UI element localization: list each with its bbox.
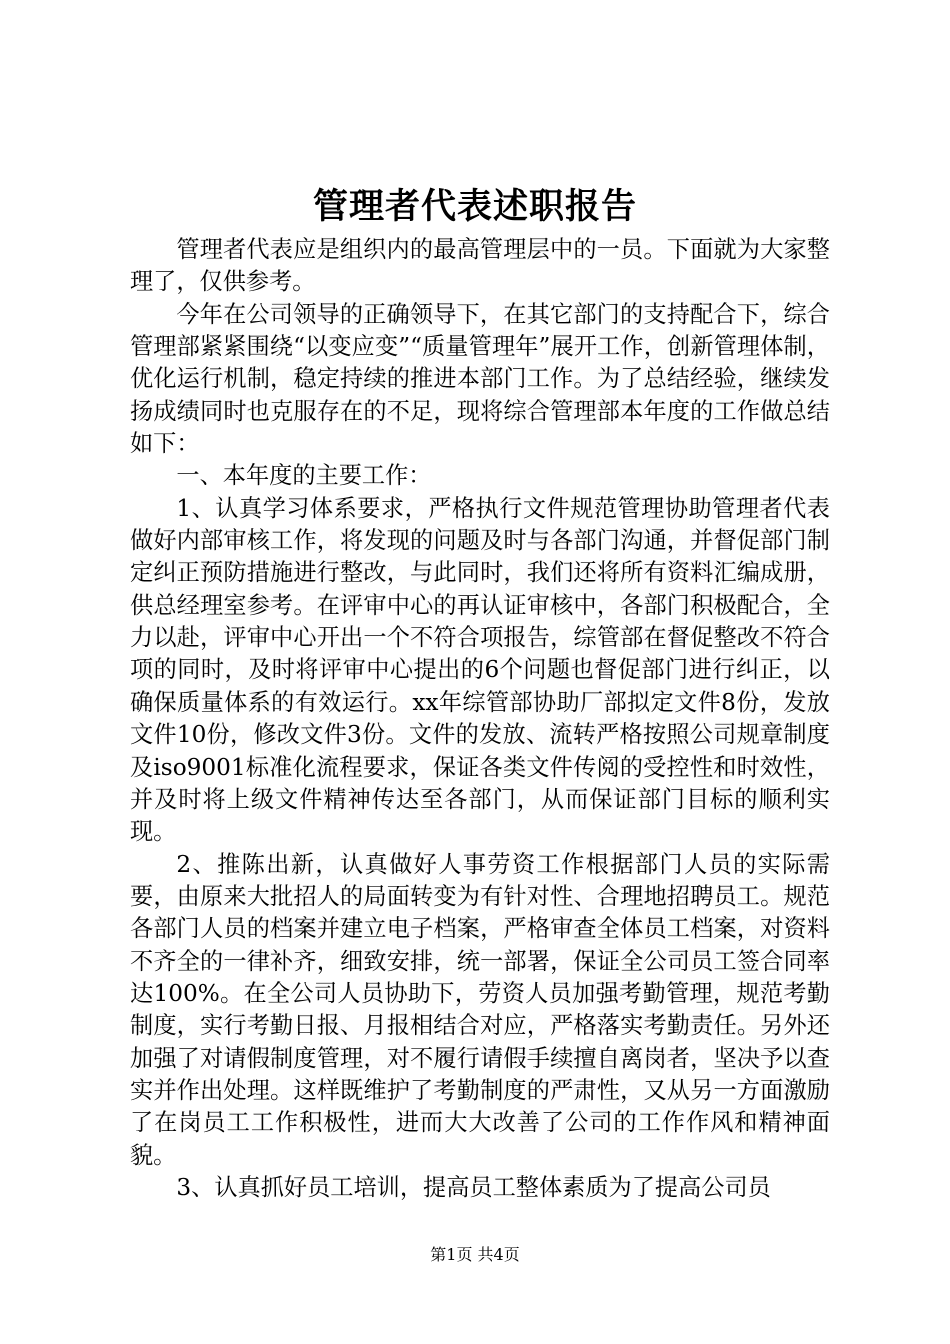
page-number-footer: 第1页 共4页: [430, 1245, 520, 1264]
section-heading: 一、本年度的主要工作：: [176, 462, 432, 490]
paragraph-intro: 管理者代表应是组织内的最高管理层中的一员。下面就为大家整理了，仅供参考。: [130, 236, 830, 296]
paragraph-item-1: 1、认真学习体系要求，严格执行文件规范管理协助管理者代表做好内部审核工作，将发现的问题及时与各部门沟通，并督促部门制定纠正预防措施进行整改，与此同时，我们还将所有资料汇编成册，供总经理室参考。在评审中心的再认证审核中，各部门积极配合，全力以赴，评审中心开出一个不符合项报告，综管部在督促整改不符合项的同时，及时将评审中心提出的6个问题也督促部门进行纠正，以确保质量体系的有效运行。xx年综管部协助厂部拟定文件8份，发放文件10份，修改文件3份。文件的发放、流转严格按照公司规章制度及iso9001标准化流程要求，保证各类文件传阅的受控性和时效性，并及时将上级文件精神传达至各部门，从而保证部门目标的顺利实现。: [130, 494, 830, 846]
paragraph-item-3: 3、认真抓好员工培训，提高员工整体素质为了提高公司员: [176, 1173, 771, 1201]
paragraph-item-2: 2、推陈出新，认真做好人事劳资工作根据部门人员的实际需要，由原来大批招人的局面转变为有针对性、合理地招聘员工。规范各部门人员的档案并建立电子档案，严格审查全体员工档案，对资料不齐全的一律补齐，细致安排，统一部署，保证全公司员工签合同率达100%。在全公司人员协助下，劳资人员加强考勤管理，规范考勤制度，实行考勤日报、月报相结合对应，严格落实考勤责任。另外还加强了对请假制度管理，对不履行请假手续擅自离岗者，坚决予以查实并作出处理。这样既维护了考勤制度的严肃性，又从另一方面激励了在岗员工工作积极性，进而大大改善了公司的工作作风和精神面貌。: [130, 850, 830, 1169]
document-title: 管理者代表述职报告: [312, 186, 637, 227]
paragraph-summary: 今年在公司领导的正确领导下，在其它部门的支持配合下，综合管理部紧紧围绕“以变应变”“质量管理年”展开工作，创新管理体制，优化运行机制，稳定持续的推进本部门工作。为了总结经验，继续发扬成绩同时也克服存在的不足，现将综合管理部本年度的工作做总结如下：: [130, 300, 830, 458]
document-body: [130, 234, 830, 1204]
